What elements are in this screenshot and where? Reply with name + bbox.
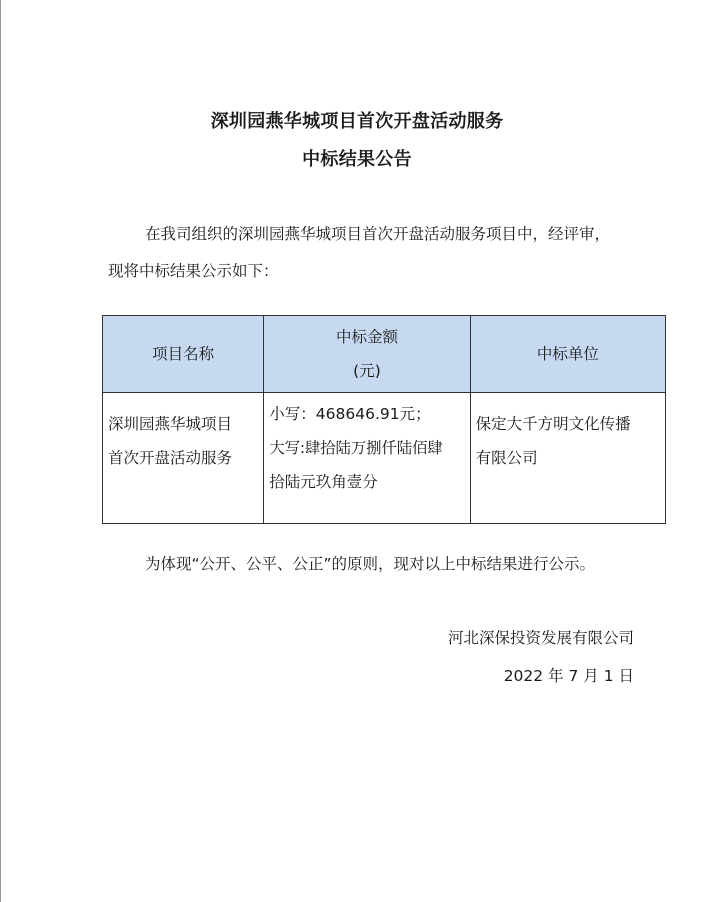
header-amount-label: 中标金额 [335,328,398,346]
header-amount-unit: (元) [353,362,381,380]
amount-small: 小写：468646.91元； [269,405,431,423]
issue-date: 2022 年 7 月 1 日 [503,667,634,685]
header-project-name: 项目名称 [103,316,264,393]
publicity-notice: 为体现“公开、公平、公正”的原则，现对以上中标结果进行公示。 [145,555,596,573]
cell-project-name [103,393,264,524]
issuer-company: 河北深保投资发展有限公司 [447,629,634,647]
project-name-line-1: 深圳园燕华城项目 [108,415,233,433]
page-left-edge [0,0,1,902]
table-row [103,393,666,524]
header-winner: 中标单位 [470,316,665,393]
amount-big-line-2: 拾陆元玖角壹分 [269,473,378,491]
project-name-line-2: 首次开盘活动服务 [108,449,233,467]
cell-amount [264,393,470,524]
cell-winner [470,393,665,524]
amount-big-line-1: 大写:肆拾陆万捌仟陆佰肆 [269,439,443,457]
table-header-row [103,316,666,393]
winner-line-1: 保定大千方明文化传播 [475,415,631,433]
document-title: 深圳园燕华城项目首次开盘活动服务 [210,111,504,132]
intro-paragraph-line-2: 现将中标结果公示如下： [108,262,279,280]
winner-line-2: 有限公司 [475,449,538,467]
document-subtitle: 中标结果公告 [302,149,412,170]
result-table [102,315,666,524]
header-amount [264,316,470,393]
intro-paragraph-line-1: 在我司组织的深圳园燕华城项目首次开盘活动服务项目中，经评审， [145,225,611,243]
